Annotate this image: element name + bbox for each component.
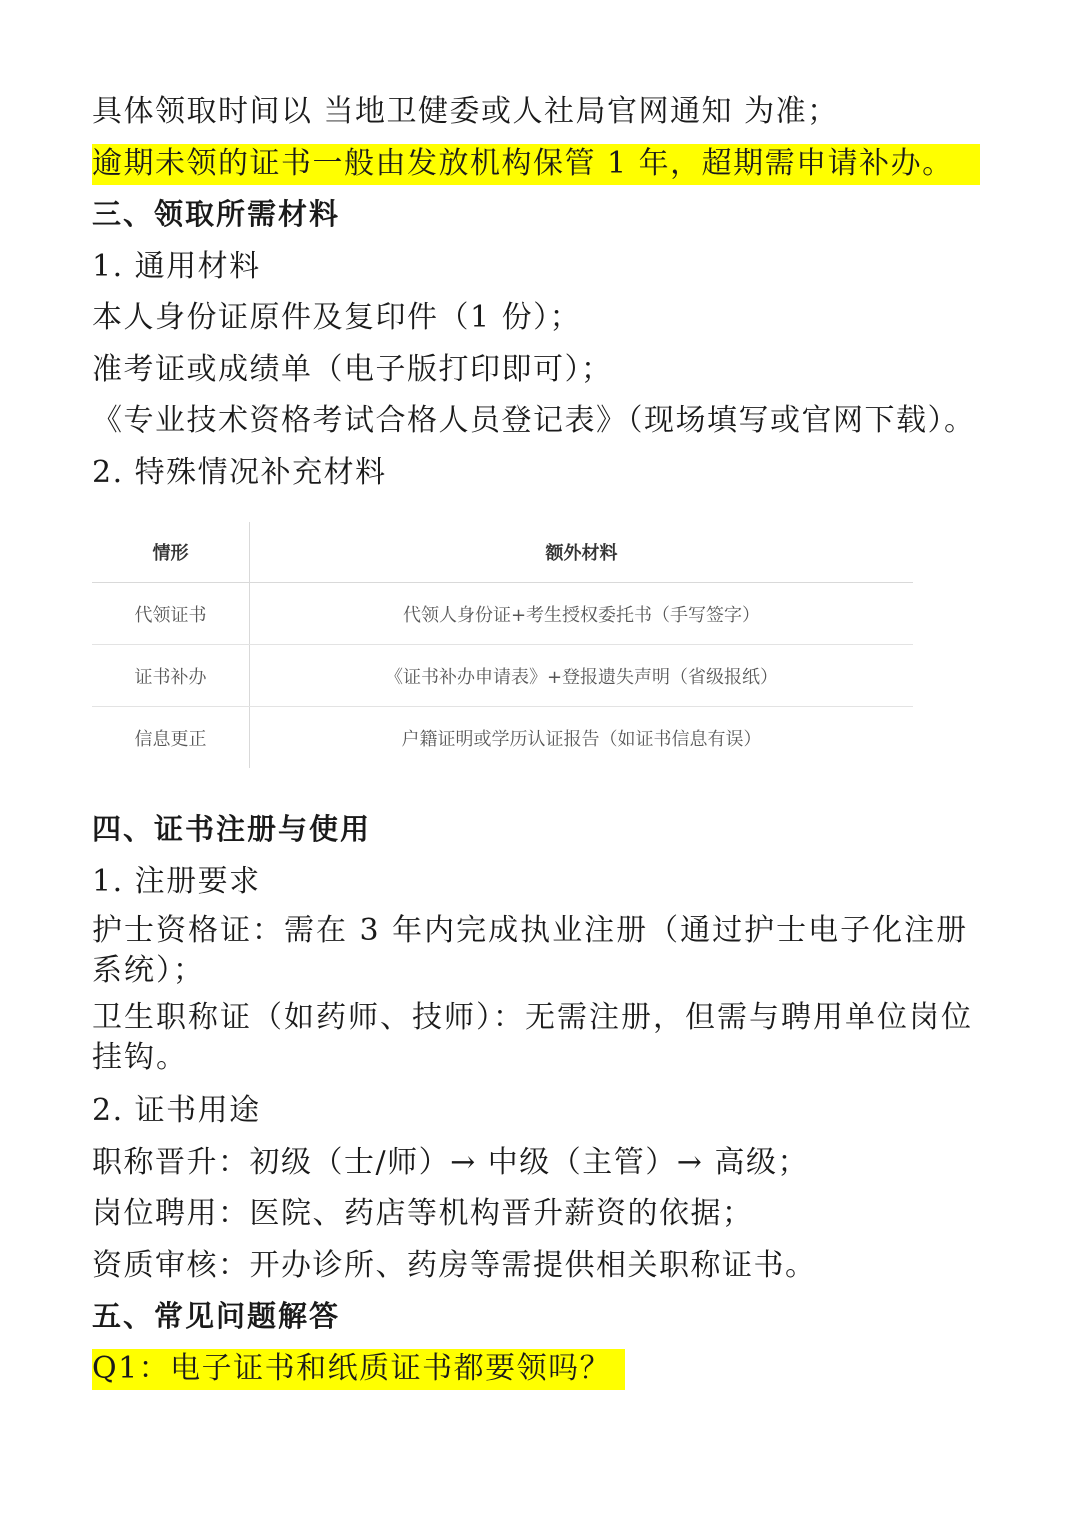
material-item: 本人身份证原件及复印件（1 份）；: [92, 300, 582, 335]
faq-question-1: [92, 1343, 992, 1395]
usage-item: 岗位聘用：医院、药店等机构晋升薪资的依据；: [92, 1196, 754, 1231]
section-3-sub-2: 2. 特殊情况补充材料: [92, 454, 387, 490]
table-header-row: [92, 522, 913, 583]
material-item: 准考证或成绩单（电子版打印即可）；: [92, 351, 613, 387]
section-5-heading: 五、常见问题解答: [92, 1299, 341, 1333]
table-cell-case: 信息更正: [92, 707, 250, 769]
intro-line-2: [92, 138, 992, 190]
material-item: 《专业技术资格考试合格人员登记表》（现场填写或官网下载）。: [92, 403, 976, 438]
table-cell-material: 户籍证明或学历认证报告（如证书信息有误）: [401, 728, 762, 750]
usage-item: 职称晋升：初级（士/师）→ 中级（主管）→ 高级；: [92, 1144, 809, 1180]
usage-item: 资质审核：开办诊所、药房等需提供相关职称证书。: [92, 1247, 817, 1283]
column-header-material: 额外材料: [250, 522, 914, 583]
table-cell-material: 代领人身份证+考生授权委托书（手写签字）: [250, 583, 914, 645]
intro-line-1: 具体领取时间以 当地卫健委或人社局官网通知 为准；: [92, 94, 839, 129]
table-cell-material: 《证书补办申请表》+登报遗失声明（省级报纸）: [250, 645, 914, 707]
registration-item: 护士资格证：需在 3 年内完成执业注册（通过护士电子化注册系统）；: [92, 913, 969, 988]
section-3-sub-1: 1. 通用材料: [92, 248, 261, 284]
registration-item: 卫生职称证（如药师、技师）：无需注册，但需与聘用单位岗位挂钩。: [92, 1000, 973, 1075]
document-page: [92, 86, 992, 1394]
table-row: [92, 645, 913, 707]
table-cell-case: 证书补办: [92, 645, 250, 707]
table-row: [92, 583, 913, 645]
highlighted-note: 逾期未领的证书一般由发放机构保管 1 年，超期需申请补办。: [92, 144, 980, 185]
highlighted-question: Q1：电子证书和纸质证书都要领吗？: [92, 1349, 625, 1390]
section-3-heading: 三、领取所需材料: [92, 197, 341, 231]
table-row: [92, 707, 913, 769]
section-4-heading: 四、证书注册与使用: [92, 812, 372, 846]
section-4-sub-2: 2. 证书用途: [92, 1093, 261, 1128]
column-header-case: 情形: [92, 522, 250, 583]
materials-table: [92, 522, 913, 768]
table-cell-case: 代领证书: [92, 583, 250, 645]
section-4-sub-1: 1. 注册要求: [92, 863, 261, 899]
materials-table-wrapper: [92, 522, 913, 768]
